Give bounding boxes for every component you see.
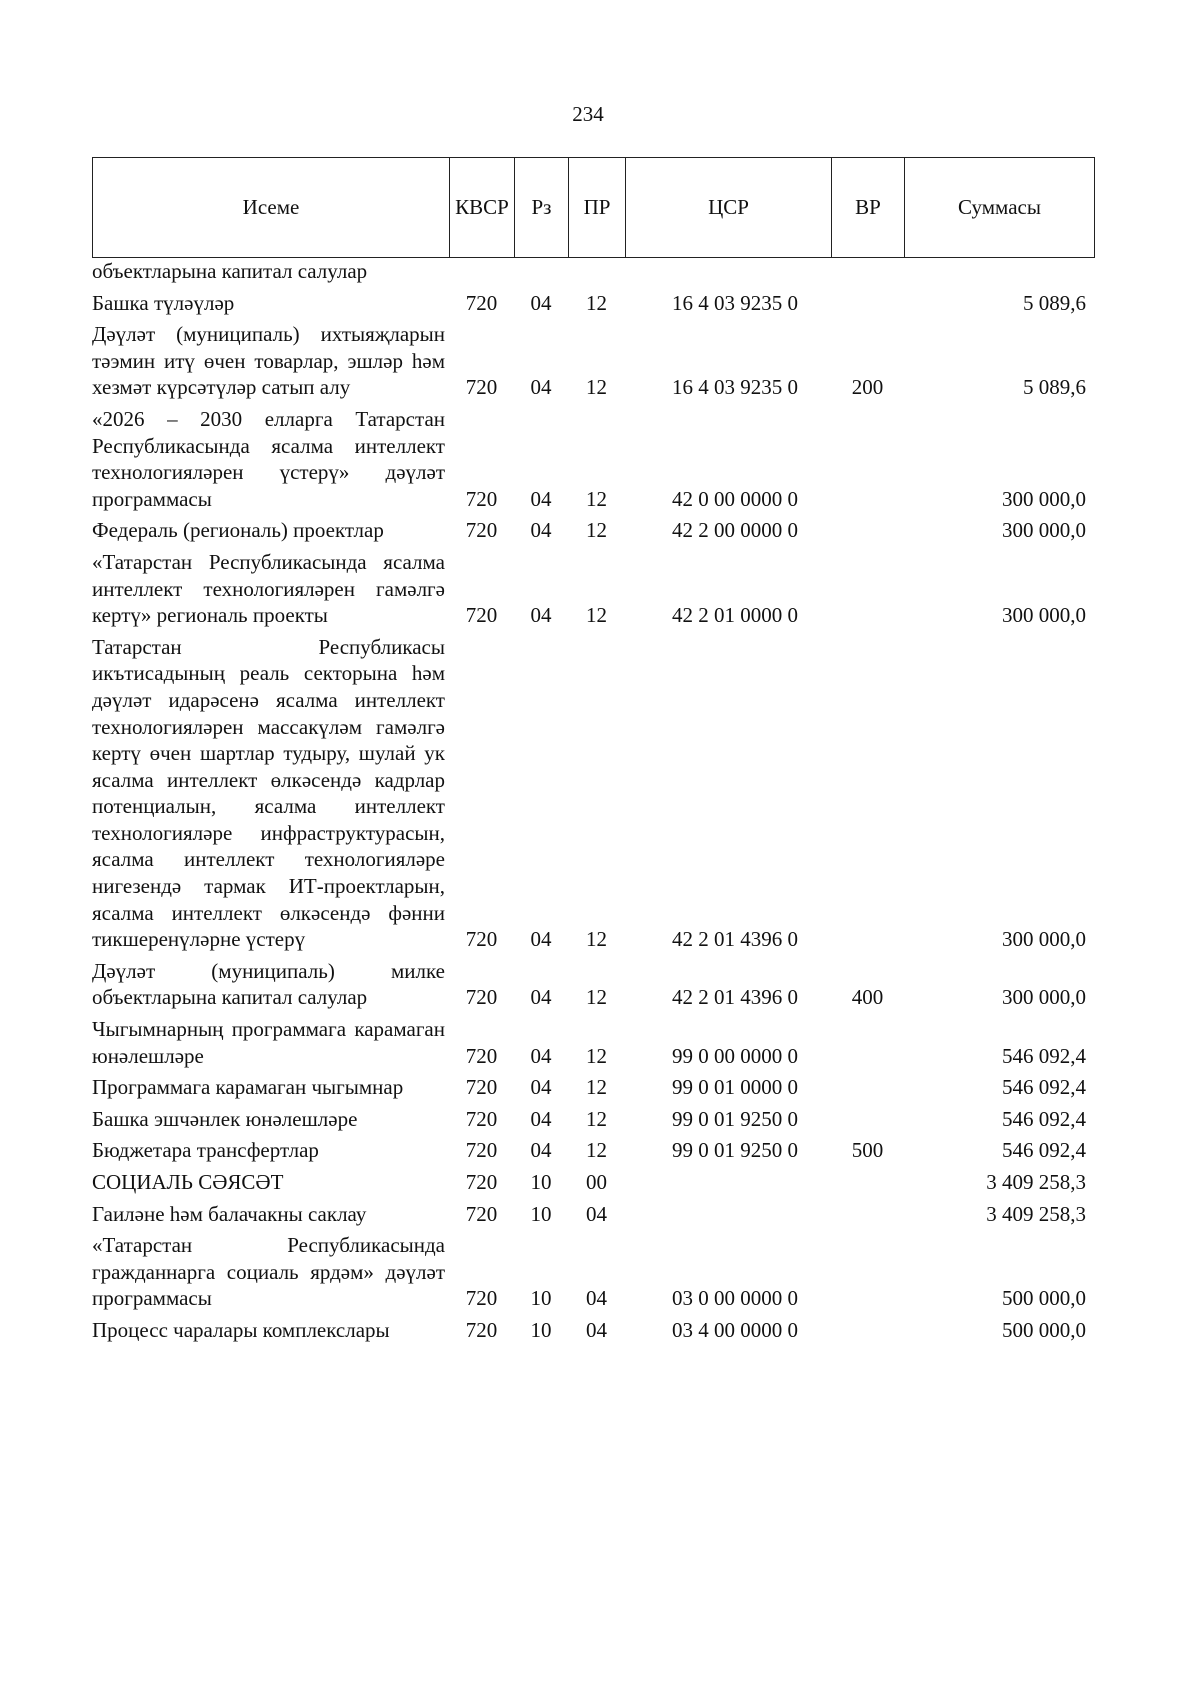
row-rz: 10 (530, 1170, 552, 1194)
row-sum: 500 000,0 (1002, 1286, 1086, 1311)
row-csr (625, 1164, 831, 1196)
row-pr: 12 (586, 1106, 607, 1131)
table-row (92, 1227, 1094, 1312)
row-kvsr: 720 (465, 985, 498, 1010)
row-name: Бюджетара трансфертлар (92, 1138, 319, 1163)
row-sum: 546 092,4 (1002, 1106, 1086, 1131)
row-kvsr: 720 (465, 1043, 498, 1068)
table-row (92, 629, 1094, 953)
row-sum: 5 089,6 (1023, 375, 1086, 400)
row-csr: 16 4 03 9235 0 (672, 375, 798, 400)
row-name: Федераль (региональ) проектлар (92, 518, 384, 543)
row-kvsr: 720 (465, 1075, 498, 1100)
row-pr: 12 (586, 486, 607, 511)
row-name: Процесс чаралары комплекслары (92, 1317, 390, 1342)
row-pr: 12 (586, 1075, 607, 1100)
row-name: Дәүләт (муниципаль) милке объектларына капитал салулар (92, 958, 445, 1010)
row-rz: 10 (530, 1201, 552, 1226)
row-sum: 546 092,4 (1002, 1075, 1086, 1100)
row-kvsr: 720 (465, 927, 498, 952)
row-name: Татарстан Республикасы икътисадының реаль секторына һәм дәүләт идарәсенә ясалма интеллект технологияләрен массакүләм гамәлгә кертү өчен шартлар тудыру, шулай ук ясалма интеллект өлкәсендә кадрлар потенциалын, ясалма интеллект технологияләре инфраструктурасын, ясалма интеллект технологияләре нигезендә тармак ИТ-проектларын, ясалма интеллект өлкәсендә фәнни тикшеренүләрне үстерү (92, 634, 445, 952)
row-rz: 04 (530, 375, 552, 400)
column-header-csr: ЦСР (626, 158, 832, 258)
row-pr: 12 (586, 603, 607, 628)
row-name: Чыгымнарның программага карамаган юнәлешләре (92, 1017, 445, 1068)
row-rz: 04 (530, 486, 552, 511)
row-csr: 42 2 01 4396 0 (672, 985, 798, 1010)
row-vr (831, 258, 904, 285)
table-row (92, 1069, 1094, 1101)
row-rz: 04 (530, 290, 552, 315)
table-row (92, 1196, 1094, 1228)
row-vr (831, 1069, 904, 1101)
row-kvsr: 720 (465, 486, 498, 511)
column-header-kvsr: КВСР (450, 158, 515, 258)
row-vr (831, 629, 904, 953)
row-vr (831, 512, 904, 544)
row-kvsr: 720 (465, 1317, 498, 1342)
row-vr: 400 (851, 985, 884, 1010)
row-name: объектларына капитал салулар (92, 259, 368, 283)
table-row (92, 1312, 1094, 1344)
row-sum: 300 000,0 (1002, 486, 1086, 511)
row-sum: 546 092,4 (1002, 1138, 1086, 1163)
row-rz: 04 (530, 1138, 552, 1163)
row-pr: 00 (586, 1170, 607, 1194)
row-name: Программага карамаган чыгымнар (92, 1075, 404, 1100)
row-rz: 04 (530, 1106, 552, 1131)
row-vr (831, 1312, 904, 1344)
row-vr: 200 (851, 375, 884, 400)
column-header-pr: ПР (569, 158, 626, 258)
row-csr: 42 2 01 4396 0 (672, 927, 798, 952)
row-pr: 12 (586, 927, 607, 952)
row-csr: 99 0 00 0000 0 (672, 1043, 798, 1068)
row-rz: 04 (530, 927, 552, 952)
row-sum: 300 000,0 (1002, 603, 1086, 628)
row-pr: 04 (586, 1317, 607, 1342)
row-rz: 04 (530, 518, 552, 543)
row-name: «Татарстан Республикасында гражданнарга социаль ярдәм» дәүләт программасы (92, 1233, 445, 1311)
row-rz: 10 (530, 1286, 552, 1311)
table-row (92, 316, 1094, 401)
row-kvsr: 720 (465, 1201, 498, 1226)
row-vr (831, 1196, 904, 1228)
row-sum: 300 000,0 (1002, 927, 1086, 952)
row-csr: 42 0 00 0000 0 (672, 486, 798, 511)
row-sum: 300 000,0 (1002, 518, 1086, 543)
table-row (92, 1011, 1094, 1069)
row-pr (568, 258, 625, 285)
row-pr: 04 (586, 1286, 607, 1311)
page-number: 234 (572, 102, 604, 126)
row-vr (831, 285, 904, 317)
row-csr: 03 0 00 0000 0 (672, 1286, 798, 1311)
table-row (92, 1164, 1094, 1196)
row-name: Башка эшчәнлек юнәлешләре (92, 1106, 358, 1131)
row-rz: 04 (530, 1043, 552, 1068)
row-csr: 99 0 01 9250 0 (672, 1106, 798, 1131)
row-name: «2026 – 2030 елларга Татарстан Республикасында ясалма интеллект технологияләрен үстерү» дәүләт программасы (92, 406, 445, 511)
row-pr: 12 (586, 1138, 607, 1163)
row-vr: 500 (851, 1138, 884, 1163)
row-vr (831, 1011, 904, 1069)
column-header-rz: Рз (515, 158, 569, 258)
table-row (92, 544, 1094, 629)
table-row (92, 953, 1094, 1011)
column-header-vr: ВР (832, 158, 905, 258)
row-kvsr: 720 (465, 603, 498, 628)
row-kvsr: 720 (465, 1106, 498, 1131)
row-kvsr: 720 (465, 1286, 498, 1311)
row-csr (625, 1196, 831, 1228)
row-vr (831, 1101, 904, 1133)
row-name: «Татарстан Республикасында ясалма интеллект технологияләрен гамәлгә кертү» региональ проекты (92, 549, 445, 628)
row-pr: 12 (586, 985, 607, 1010)
row-vr (831, 1164, 904, 1196)
row-sum: 3 409 258,3 (986, 1201, 1086, 1226)
budget-table (92, 258, 1094, 1344)
row-vr (831, 401, 904, 512)
row-pr: 12 (586, 290, 607, 315)
row-sum (904, 258, 1094, 285)
row-name: Гаиләне һәм балачакны саклау (92, 1201, 367, 1226)
column-header-name: Исеме (93, 158, 450, 258)
row-sum: 5 089,6 (1023, 290, 1086, 315)
row-kvsr: 720 (465, 1138, 498, 1163)
row-name: Дәүләт (муниципаль) ихтыяҗларын тәэмин итү өчен товарлар, эшләр һәм хезмәт күрсәтүләр сатып алу (92, 322, 445, 400)
row-rz: 10 (530, 1317, 552, 1342)
row-csr: 42 2 00 0000 0 (672, 518, 798, 543)
row-vr (831, 1227, 904, 1312)
row-csr (625, 258, 831, 285)
row-rz: 04 (530, 603, 552, 628)
row-kvsr: 720 (465, 375, 498, 400)
row-pr: 04 (586, 1201, 607, 1226)
column-header-sum: Суммасы (905, 158, 1095, 258)
table-row (92, 401, 1094, 512)
table-row (92, 1132, 1094, 1164)
row-csr: 99 0 01 9250 0 (672, 1138, 798, 1163)
row-pr: 12 (586, 518, 607, 543)
table-row (92, 258, 1094, 285)
row-csr: 16 4 03 9235 0 (672, 290, 798, 315)
table-header (92, 157, 1095, 258)
row-rz: 04 (530, 985, 552, 1010)
table-row (92, 512, 1094, 544)
row-sum: 500 000,0 (1002, 1317, 1086, 1342)
row-kvsr (449, 258, 514, 285)
table-row (92, 1101, 1094, 1133)
row-kvsr: 720 (465, 1170, 498, 1194)
row-sum: 546 092,4 (1002, 1043, 1086, 1068)
row-name: Башка түләүләр (92, 290, 235, 315)
row-vr (831, 544, 904, 629)
row-sum: 300 000,0 (1002, 985, 1086, 1010)
row-kvsr: 720 (465, 518, 498, 543)
row-name: СОЦИАЛЬ СӘЯСӘТ (92, 1170, 284, 1194)
row-pr: 12 (586, 375, 607, 400)
row-rz: 04 (530, 1075, 552, 1100)
row-csr: 03 4 00 0000 0 (672, 1317, 798, 1342)
row-sum: 3 409 258,3 (986, 1170, 1086, 1194)
row-csr: 99 0 01 0000 0 (672, 1075, 798, 1100)
row-kvsr: 720 (465, 290, 498, 315)
row-pr: 12 (586, 1043, 607, 1068)
row-rz (514, 258, 568, 285)
table-row (92, 285, 1094, 317)
row-csr: 42 2 01 0000 0 (672, 603, 798, 628)
